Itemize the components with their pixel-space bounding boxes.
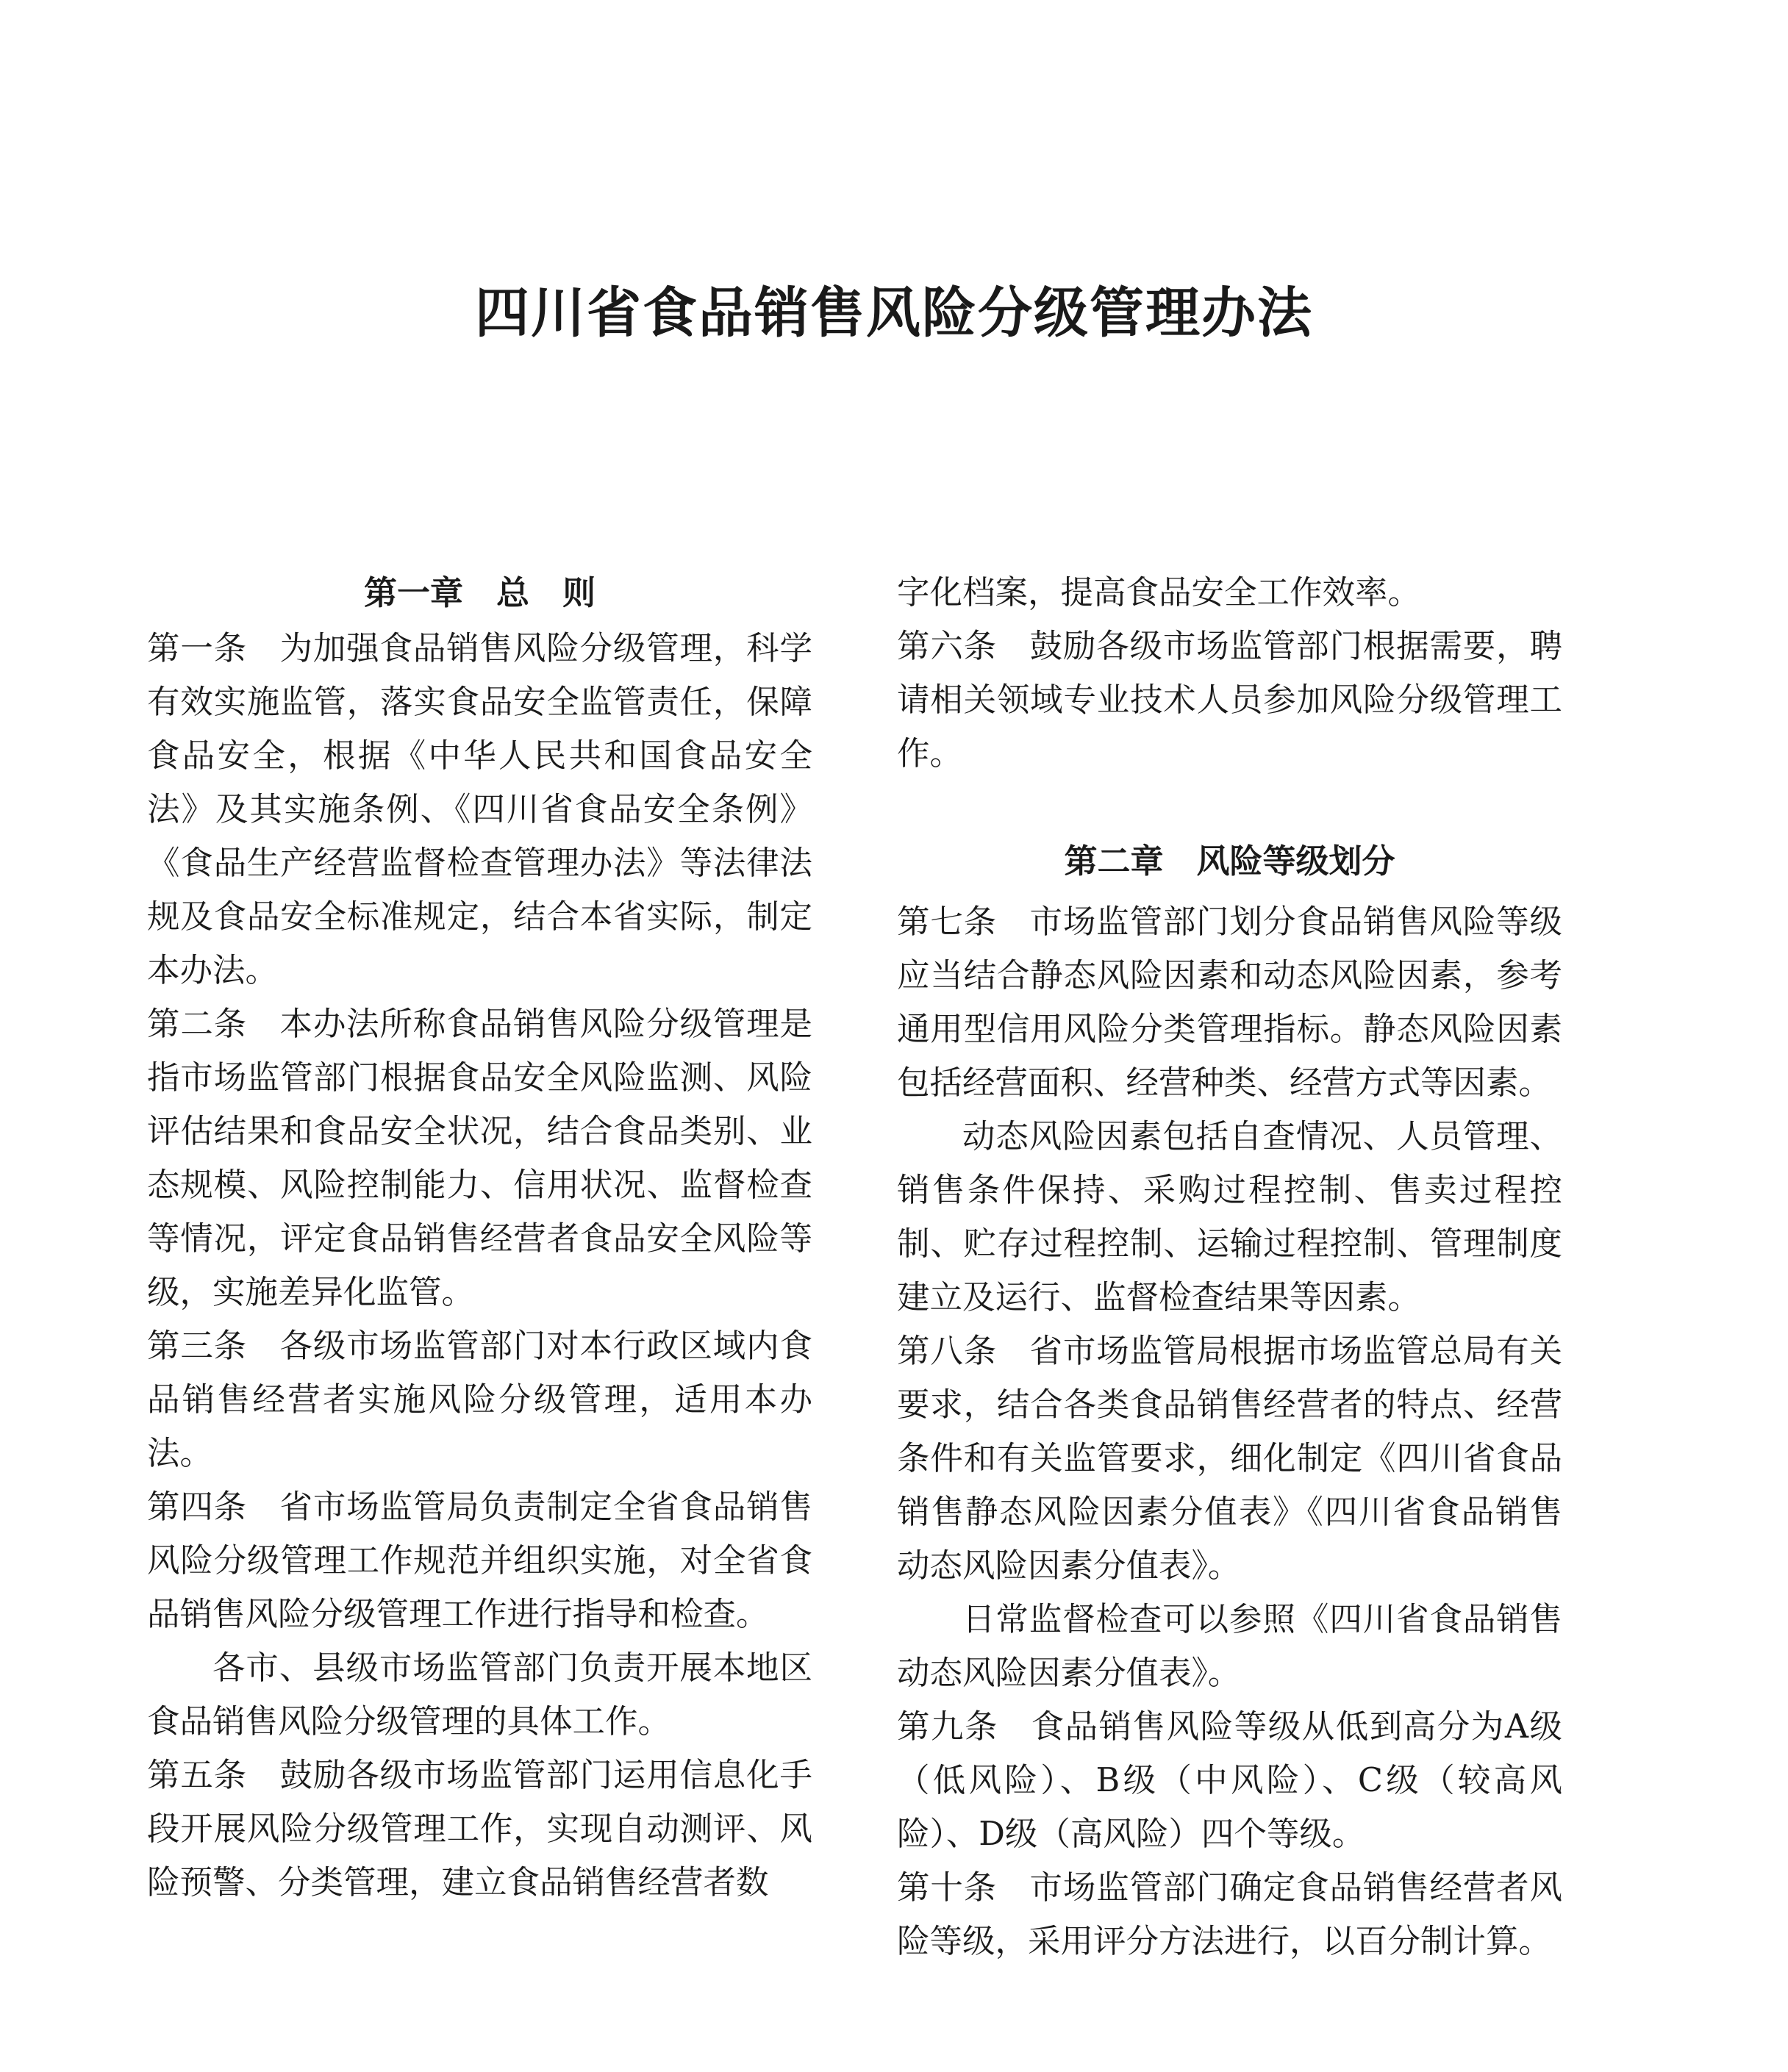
left-column	[147, 566, 812, 1910]
article-7-paragraph-2: 动态风险因素包括自查情况、人员管理、销售条件保持、采购过程控制、售卖过程控制、贮存过程控制、运输过程控制、管理制度建立及运行、监督检查结果等因素。	[897, 1118, 1562, 1316]
article-2	[147, 997, 812, 1319]
article-6	[897, 620, 1562, 781]
article-number: 第十条	[897, 1869, 997, 1907]
article-1	[147, 622, 812, 997]
right-column	[897, 566, 1562, 1968]
article-number: 第三条	[147, 1327, 247, 1365]
article-5	[147, 1749, 812, 1910]
article-9	[897, 1700, 1562, 1861]
article-5-continued: 字化档案，提高食品安全工作效率。	[897, 574, 1421, 612]
article-number: 第六条	[897, 628, 997, 665]
article-text: 市场监管部门确定食品销售经营者风险等级，采用评分方法进行，以百分制计算。	[897, 1869, 1562, 1960]
article-text: 市场监管部门划分食品销售风险等级应当结合静态风险因素和动态风险因素，参考通用型信用风险分类管理指标。静态风险因素包括经营面积、经营种类、经营方式等因素。	[897, 903, 1562, 1102]
article-number: 第八条	[897, 1333, 997, 1370]
article-7	[897, 895, 1562, 1110]
article-text: 鼓励各级市场监管部门运用信息化手段开展风险分级管理工作，实现自动测评、风险预警、分类管理，建立食品销售经营者数	[147, 1757, 812, 1901]
article-10	[897, 1861, 1562, 1968]
article-8	[897, 1324, 1562, 1593]
article-number: 第四条	[147, 1488, 247, 1526]
article-text: 为加强食品销售风险分级管理，科学有效实施监管，落实食品安全监管责任，保障食品安全，根据《中华人民共和国食品安全法》及其实施条例、《四川省食品安全条例》《食品生产经营监督检查管理办法》等法律法规及食品安全标准规定，结合本省实际，制定本办法。	[147, 630, 812, 989]
article-text: 省市场监管局负责制定全省食品销售风险分级管理工作规范并组织实施，对全省食品销售风险分级管理工作进行指导和检查。	[147, 1488, 812, 1633]
article-3	[147, 1319, 812, 1480]
article-8-paragraph-2: 日常监督检查可以参照《四川省食品销售动态风险因素分值表》。	[897, 1601, 1562, 1692]
chapter-heading: 第一章 总 则	[363, 573, 596, 612]
article-number: 第一条	[147, 630, 247, 667]
article-number: 第九条	[897, 1708, 999, 1746]
article-text: 本办法所称食品销售风险分级管理是指市场监管部门根据食品安全风险监测、风险评估结果和食品安全状况，结合食品类别、业态规模、风险控制能力、信用状况、监督检查等情况，评定食品销售经营者食品安全风险等级，实施差异化监管。	[147, 1005, 812, 1311]
article-number: 第二条	[147, 1005, 247, 1043]
article-number: 第七条	[897, 903, 997, 941]
article-4-paragraph-2: 各市、县级市场监管部门负责开展本地区食品销售风险分级管理的具体工作。	[147, 1649, 812, 1741]
document-title: 四川省食品销售风险分级管理办法	[475, 282, 1313, 345]
article-text: 省市场监管局根据市场监管总局有关要求，结合各类食品销售经营者的特点、经营条件和有关监管要求，细化制定《四川省食品销售静态风险因素分值表》《四川省食品销售动态风险因素分值表》。	[897, 1333, 1562, 1585]
article-number: 第五条	[147, 1757, 247, 1794]
article-text: 食品销售风险等级从低到高分为A级（低风险）、B级（中风险）、C级（较高风险）、D级（高风险）四个等级。	[897, 1708, 1562, 1853]
article-text: 各级市场监管部门对本行政区域内食品销售经营者实施风险分级管理，适用本办法。	[147, 1327, 812, 1472]
article-4	[147, 1480, 812, 1641]
chapter-heading: 第二章 风险等级划分	[1064, 842, 1395, 881]
article-text: 鼓励各级市场监管部门根据需要，聘请相关领域专业技术人员参加风险分级管理工作。	[897, 628, 1562, 772]
